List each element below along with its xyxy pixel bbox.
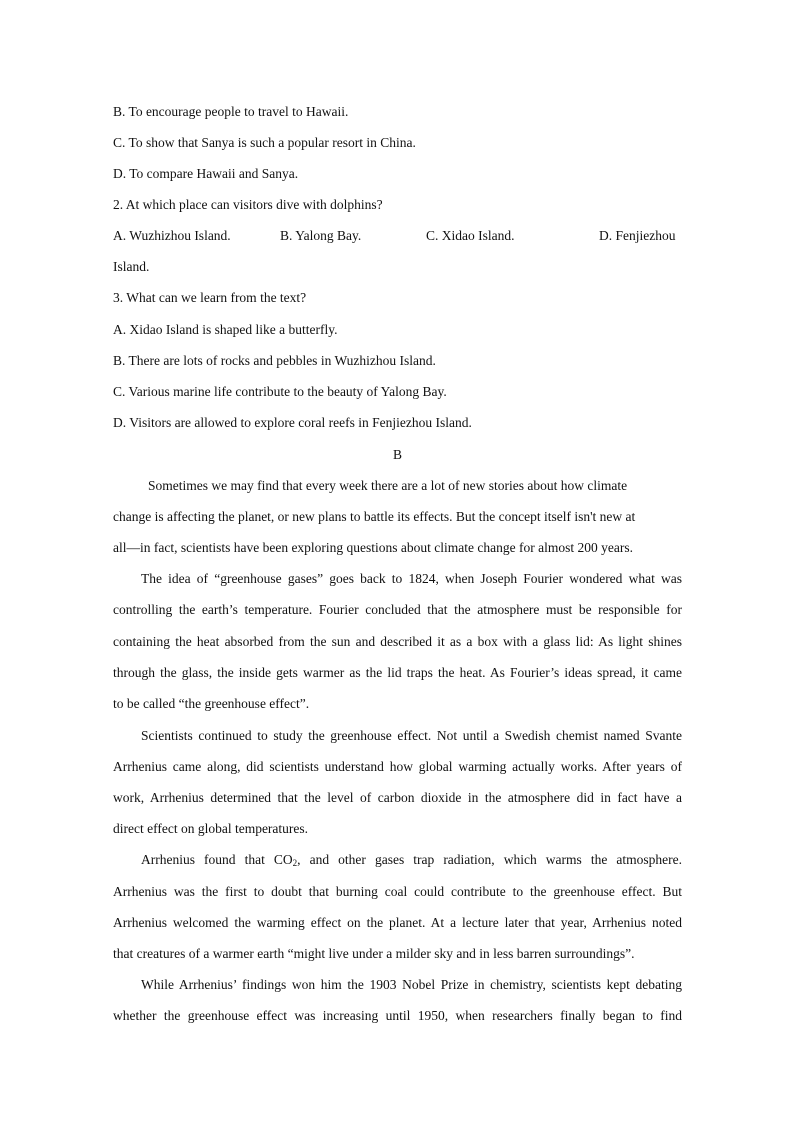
p1-line-1: Sometimes we may find that every week there are a lot of new stories about how climate (148, 478, 628, 493)
q3-option-c: C. Various marine life contribute to the beauty of Yalong Bay. (113, 384, 447, 399)
p5-line-2: whether the greenhouse effect was increasing until 1950, when researchers finally began to find (113, 1008, 682, 1023)
p4-line-3: Arrhenius welcomed the warming effect on the planet. At a lecture later that year, Arrhenius noted (113, 915, 682, 930)
p3-line-2: Arrhenius came along, did scientists understand how global warming actually works. After years of (113, 759, 682, 774)
p2-line-1: The idea of “greenhouse gases” goes back to 1824, when Joseph Fourier wondered what was (141, 571, 682, 586)
q1-option-d: D. To compare Hawaii and Sanya. (113, 166, 299, 181)
q2-option-a: A. Wuzhizhou Island. (113, 228, 231, 243)
q3-stem: 3. What can we learn from the text? (113, 290, 307, 305)
q3-option-a: A. Xidao Island is shaped like a butterfly. (113, 322, 338, 337)
p4-line-4: that creatures of a warmer earth “might live under a milder sky and in less barren surroundings”. (113, 946, 635, 961)
p5-line-1: While Arrhenius’ findings won him the 1903 Nobel Prize in chemistry, scientists kept debating (141, 977, 682, 992)
q3-option-d: D. Visitors are allowed to explore coral reefs in Fenjiezhou Island. (113, 415, 472, 430)
p4-line-2: Arrhenius was the first to doubt that burning coal could contribute to the greenhouse effect. But (113, 884, 682, 899)
q2-option-b: B. Yalong Bay. (280, 228, 362, 243)
q2-option-d-continued: Island. (113, 259, 150, 274)
p1-line-3: all—in fact, scientists have been exploring questions about climate change for almost 200 years. (113, 540, 633, 555)
co2-subscript: 2 (292, 858, 298, 868)
p4-line-1-pre: Arrhenius found that CO (141, 852, 293, 867)
p3-line-1: Scientists continued to study the greenhouse effect. Not until a Swedish chemist named Svante (141, 728, 682, 743)
p2-line-5: to be called “the greenhouse effect”. (113, 696, 310, 711)
q1-option-b: B. To encourage people to travel to Hawaii. (113, 104, 349, 119)
q2-option-d: D. Fenjiezhou (599, 228, 676, 243)
p1-line-2: change is affecting the planet, or new plans to battle its effects. But the concept itself isn't new at (113, 509, 636, 524)
q3-option-b: B. There are lots of rocks and pebbles in Wuzhizhou Island. (113, 353, 436, 368)
p2-line-2: controlling the earth’s temperature. Fourier concluded that the atmosphere must be responsible for (113, 602, 682, 617)
p4-line-1-post: , and other gases trap radiation, which warms the atmosphere. (297, 852, 682, 867)
p2-line-4: through the glass, the inside gets warmer as the lid traps the heat. As Fourier’s ideas spread, it came (113, 665, 682, 680)
p3-line-3: work, Arrhenius determined that the level of carbon dioxide in the atmosphere did in fact have a (113, 790, 682, 805)
section-b-heading: B (392, 447, 402, 462)
q1-option-c: C. To show that Sanya is such a popular resort in China. (113, 135, 416, 150)
p2-line-3: containing the heat absorbed from the sun and described it as a box with a glass lid: As light shines (113, 634, 682, 649)
q2-option-c: C. Xidao Island. (426, 228, 515, 243)
q2-stem: 2. At which place can visitors dive with dolphins? (113, 197, 383, 212)
p3-line-4: direct effect on global temperatures. (113, 821, 309, 836)
p4-line-1 (141, 850, 682, 870)
